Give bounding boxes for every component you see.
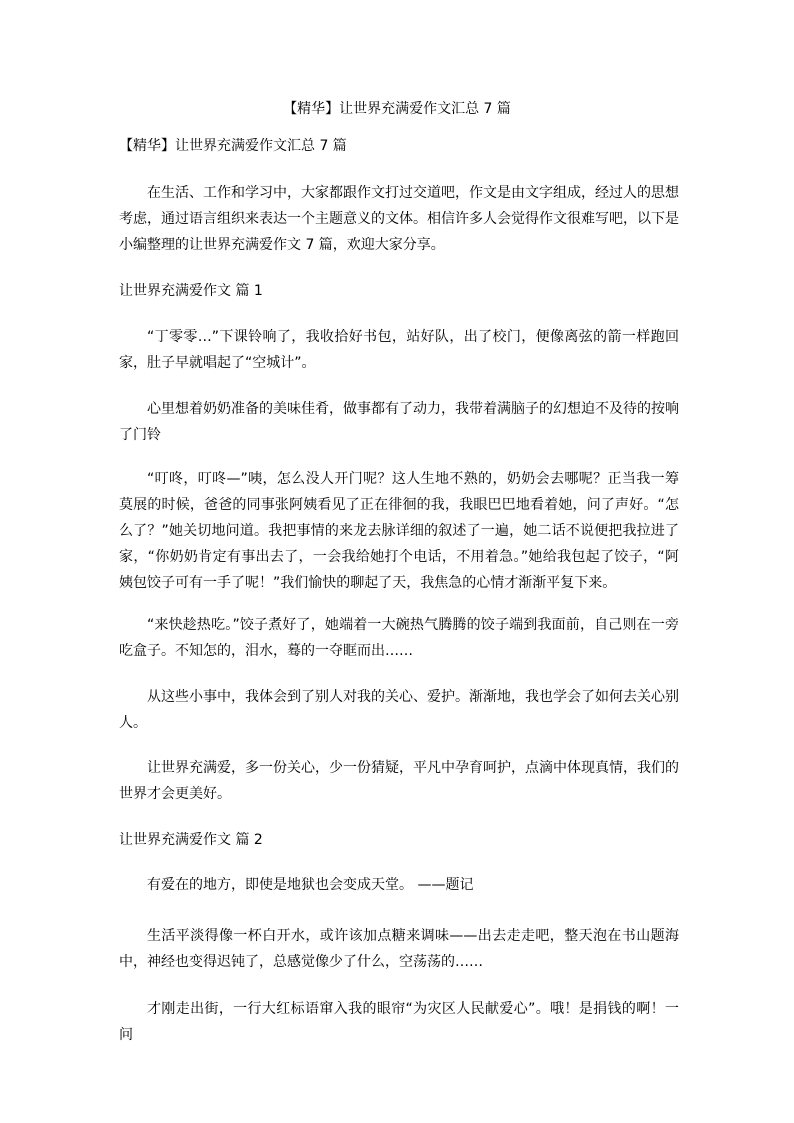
intro-paragraph: 在生活、工作和学习中，大家都跟作文打过交道吧，作文是由文字组成，经过人的思想考虑，通过语言组织来表达一个主题意义的文体。相信许多人会觉得作文很难写吧，以下是小编整理的让世界充满爱作文 7 篇，欢迎大家分享。	[119, 185, 679, 253]
essay-1-paragraph-1: “丁零零…”下课铃响了，我收拾好书包，站好队，出了校门，便像离弦的箭一样跑回家，肚子早就唱起了“空城计”。	[119, 329, 679, 371]
essay-1-paragraph-5: 从这些小事中，我体会到了别人对我的关心、爱护。渐渐地，我也学会了如何去关心别人。	[119, 689, 679, 731]
essay-1-paragraph-3: “叮咚，叮咚—”咦，怎么没人开门呢？这人生地不熟的，奶奶会去哪呢？正当我一筹莫展的时候，爸爸的同事张阿姨看见了正在徘徊的我，我眼巴巴地看着她，问了声好。“怎么了？”她关切地问道。我把事情的来龙去脉详细的叙述了一遍，她二话不说便把我拉进了家，“你奶奶肯定有事出去了，一会我给她打个电话，不用着急。”她给我包起了饺子，“阿姨包饺子可有一手了呢！”我们愉快的聊起了天，我焦急的心情才渐渐平复下来。	[119, 471, 679, 591]
essay-1-paragraph-2: 心里想着奶奶准备的美味佳肴，做事都有了动力，我带着满脑子的幻想迫不及待的按响了门铃	[119, 401, 679, 443]
essay-2-heading: 让世界充满爱作文 篇 2	[119, 832, 263, 848]
essay-2-paragraph-1: 有爱在的地方，即使是地狱也会变成天堂。 ——题记	[147, 877, 474, 893]
essay-2-paragraph-2: 生活平淡得像一杯白开水，或许该加点糖来调味——出去走走吧，整天泡在书山题海中，神经也变得迟钝了，总感觉像少了什么，空荡荡的……	[119, 928, 679, 970]
essay-2-paragraph-3: 才刚走出街，一行大红标语窜入我的眼帘“为灾区人民献爱心”。哦！是捐钱的啊！一问	[119, 1001, 679, 1043]
essay-1-paragraph-4: “来快趁热吃。”饺子煮好了，她端着一大碗热气腾腾的饺子端到我面前，自己则在一旁吃盒子。不知怎的，泪水，蓦的一夺眶而出……	[119, 617, 679, 659]
document-subtitle: 【精华】让世界充满爱作文汇总 7 篇	[119, 138, 347, 154]
essay-1-paragraph-6: 让世界充满爱，多一份关心，少一份猜疑，平凡中孕育呵护，点滴中体现真情，我们的世界才会更美好。	[119, 760, 679, 802]
document-title: 【精华】让世界充满爱作文汇总 7 篇	[283, 101, 511, 117]
essay-1-heading: 让世界充满爱作文 篇 1	[119, 283, 263, 299]
